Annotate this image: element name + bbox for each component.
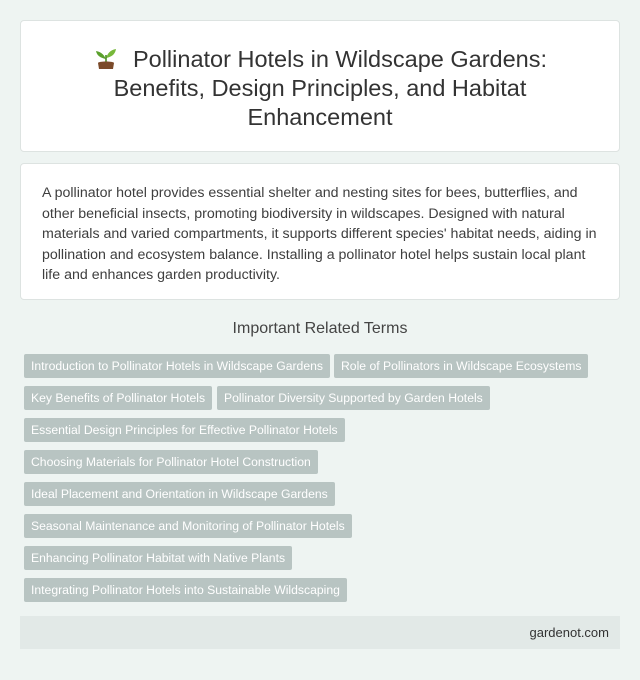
description-text: A pollinator hotel provides essential shelter and nesting sites for bees, butterflies, and other beneficial insects, promoting biodiversity in wildscapes. Designed with natural materials and varied compartments, it supports different species' habitat needs, aiding in pollination and ecosystem balance. Installing a pollinator hotel helps sustain local plant life and enhances garden productivity. — [42, 185, 597, 283]
term-chip[interactable]: Enhancing Pollinator Habitat with Native Plants — [24, 546, 292, 570]
page-title — [61, 45, 579, 132]
term-chip[interactable]: Ideal Placement and Orientation in Wildscape Gardens — [24, 482, 335, 506]
term-chip[interactable]: Key Benefits of Pollinator Hotels — [24, 386, 212, 410]
related-terms-heading: Important Related Terms — [232, 320, 408, 337]
term-chip[interactable]: Seasonal Maintenance and Monitoring of Pollinator Hotels — [24, 514, 352, 538]
title-card — [20, 20, 620, 152]
term-chip[interactable]: Introduction to Pollinator Hotels in Wildscape Gardens — [24, 354, 330, 378]
footer — [20, 616, 620, 649]
term-chip[interactable]: Choosing Materials for Pollinator Hotel Construction — [24, 450, 318, 474]
sprout-icon — [93, 46, 119, 70]
term-chip[interactable]: Pollinator Diversity Supported by Garden Hotels — [217, 386, 490, 410]
footer-site-link[interactable]: gardenot.com — [529, 625, 609, 640]
description-card — [20, 163, 620, 300]
term-chip[interactable]: Integrating Pollinator Hotels into Sustainable Wildscaping — [24, 578, 347, 602]
page-title-text: Pollinator Hotels in Wildscape Gardens: Benefits, Design Principles, and Habitat Enhancement — [113, 46, 548, 130]
term-chip[interactable]: Essential Design Principles for Effective Pollinator Hotels — [24, 418, 345, 442]
term-chip[interactable]: Role of Pollinators in Wildscape Ecosystems — [334, 354, 588, 378]
